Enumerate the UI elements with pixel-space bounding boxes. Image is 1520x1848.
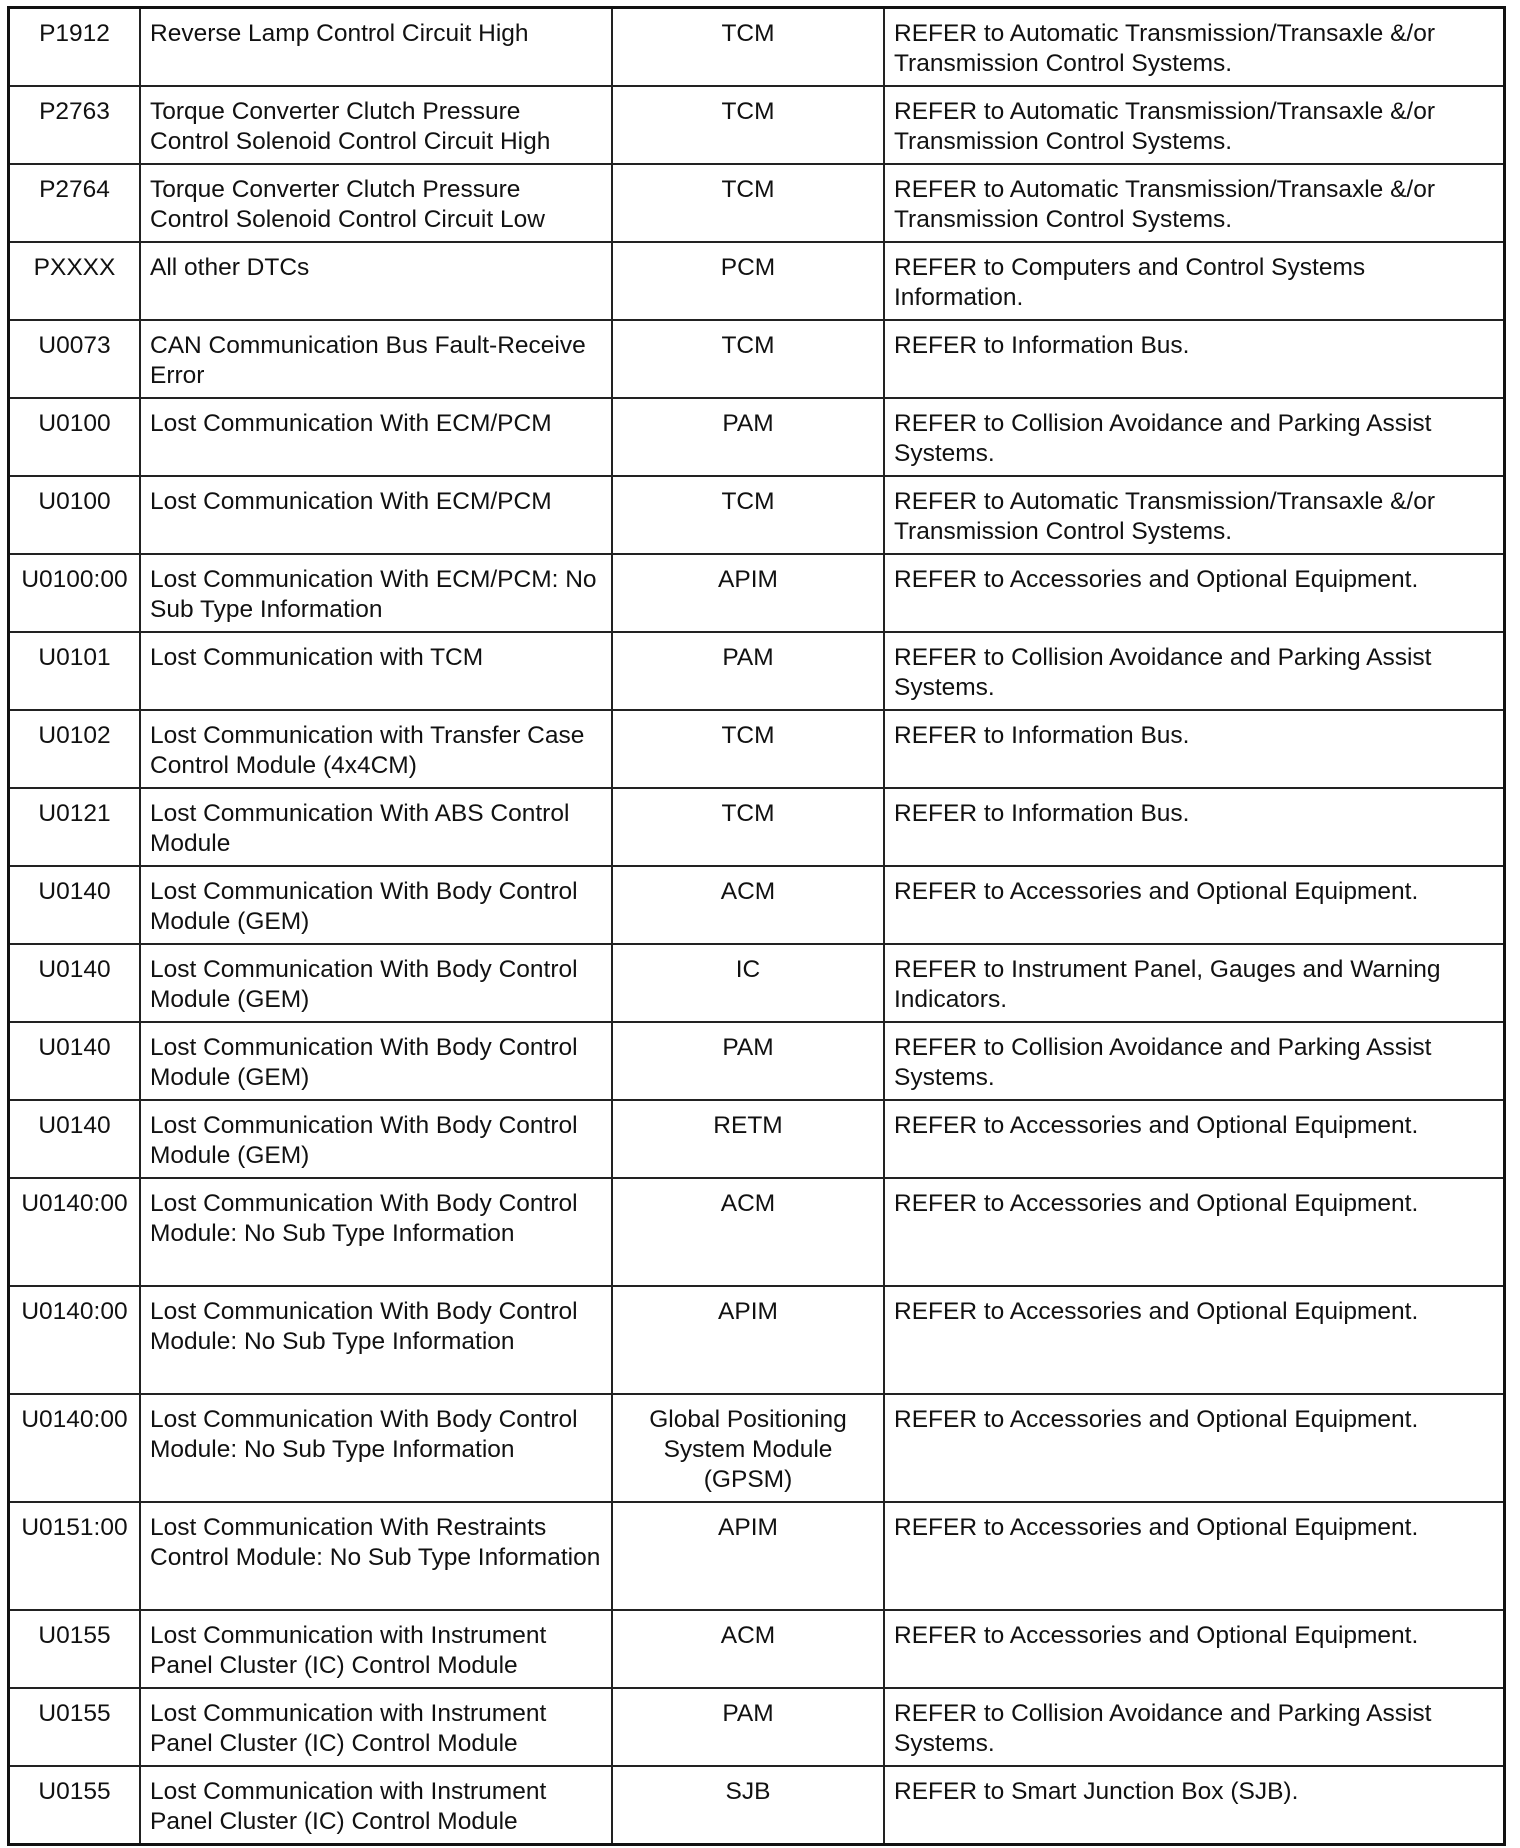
table-row xyxy=(9,1766,1505,1845)
module-cell: SJB xyxy=(612,1766,884,1845)
action-cell: REFER to Collision Avoidance and Parking Assist Systems. xyxy=(884,1022,1505,1100)
module-cell: PAM xyxy=(612,398,884,476)
dtc-description-cell: Reverse Lamp Control Circuit High xyxy=(140,8,612,87)
dtc-code-cell: U0140:00 xyxy=(9,1286,141,1394)
dtc-description-cell: Lost Communication With Body Control Module (GEM) xyxy=(140,1022,612,1100)
table-row xyxy=(9,1100,1505,1178)
module-cell: ACM xyxy=(612,866,884,944)
action-cell: REFER to Accessories and Optional Equipment. xyxy=(884,1178,1505,1286)
dtc-code-cell: U0140 xyxy=(9,866,141,944)
dtc-code-cell: U0151:00 xyxy=(9,1502,141,1610)
action-cell: REFER to Automatic Transmission/Transaxle &/or Transmission Control Systems. xyxy=(884,86,1505,164)
dtc-code-cell: U0140 xyxy=(9,944,141,1022)
module-cell: TCM xyxy=(612,164,884,242)
table-row xyxy=(9,1688,1505,1766)
module-cell: TCM xyxy=(612,476,884,554)
dtc-description-cell: Lost Communication With Body Control Module: No Sub Type Information xyxy=(140,1178,612,1286)
dtc-description-cell: Lost Communication with Transfer Case Control Module (4x4CM) xyxy=(140,710,612,788)
dtc-description-cell: Lost Communication With Body Control Module: No Sub Type Information xyxy=(140,1394,612,1502)
dtc-description-cell: Lost Communication With ABS Control Module xyxy=(140,788,612,866)
dtc-code-cell: U0140:00 xyxy=(9,1178,141,1286)
module-cell: RETM xyxy=(612,1100,884,1178)
dtc-description-cell: Torque Converter Clutch Pressure Control Solenoid Control Circuit High xyxy=(140,86,612,164)
table-row xyxy=(9,1502,1505,1610)
dtc-description-cell: Lost Communication With Body Control Module: No Sub Type Information xyxy=(140,1286,612,1394)
dtc-description-cell: Lost Communication with TCM xyxy=(140,632,612,710)
action-cell: REFER to Computers and Control Systems Information. xyxy=(884,242,1505,320)
module-cell: Global Positioning System Module (GPSM) xyxy=(612,1394,884,1502)
table-row xyxy=(9,944,1505,1022)
dtc-description-cell: Lost Communication With ECM/PCM: No Sub Type Information xyxy=(140,554,612,632)
table-row xyxy=(9,1394,1505,1502)
module-cell: ACM xyxy=(612,1178,884,1286)
action-cell: REFER to Accessories and Optional Equipment. xyxy=(884,554,1505,632)
dtc-code-cell: U0102 xyxy=(9,710,141,788)
table-row xyxy=(9,164,1505,242)
dtc-code-cell: U0140 xyxy=(9,1100,141,1178)
action-cell: REFER to Collision Avoidance and Parking Assist Systems. xyxy=(884,1688,1505,1766)
table-row xyxy=(9,632,1505,710)
dtc-description-cell: CAN Communication Bus Fault-Receive Error xyxy=(140,320,612,398)
dtc-code-cell: U0155 xyxy=(9,1766,141,1845)
dtc-description-cell: Lost Communication With ECM/PCM xyxy=(140,476,612,554)
dtc-code-cell: U0073 xyxy=(9,320,141,398)
module-cell: IC xyxy=(612,944,884,1022)
dtc-description-cell: Lost Communication With Body Control Module (GEM) xyxy=(140,944,612,1022)
action-cell: REFER to Accessories and Optional Equipment. xyxy=(884,1502,1505,1610)
module-cell: PAM xyxy=(612,1688,884,1766)
dtc-code-cell: U0100 xyxy=(9,398,141,476)
module-cell: TCM xyxy=(612,320,884,398)
dtc-code-cell: P2763 xyxy=(9,86,141,164)
module-cell: PCM xyxy=(612,242,884,320)
module-cell: TCM xyxy=(612,86,884,164)
dtc-description-cell: Lost Communication with Instrument Panel Cluster (IC) Control Module xyxy=(140,1610,612,1688)
action-cell: REFER to Accessories and Optional Equipment. xyxy=(884,1394,1505,1502)
dtc-description-cell: Lost Communication with Instrument Panel Cluster (IC) Control Module xyxy=(140,1688,612,1766)
table-row xyxy=(9,788,1505,866)
dtc-description-cell: Lost Communication with Instrument Panel Cluster (IC) Control Module xyxy=(140,1766,612,1845)
dtc-description-cell: Lost Communication With Body Control Module (GEM) xyxy=(140,866,612,944)
table-row xyxy=(9,320,1505,398)
action-cell: REFER to Information Bus. xyxy=(884,320,1505,398)
dtc-description-cell: All other DTCs xyxy=(140,242,612,320)
dtc-reference-table xyxy=(7,6,1506,1846)
action-cell: REFER to Accessories and Optional Equipment. xyxy=(884,1610,1505,1688)
dtc-description-cell: Lost Communication With Restraints Control Module: No Sub Type Information xyxy=(140,1502,612,1610)
module-cell: APIM xyxy=(612,1286,884,1394)
action-cell: REFER to Instrument Panel, Gauges and Warning Indicators. xyxy=(884,944,1505,1022)
table-row xyxy=(9,1286,1505,1394)
dtc-code-cell: U0100 xyxy=(9,476,141,554)
dtc-code-cell: U0155 xyxy=(9,1688,141,1766)
action-cell: REFER to Collision Avoidance and Parking Assist Systems. xyxy=(884,632,1505,710)
action-cell: REFER to Collision Avoidance and Parking Assist Systems. xyxy=(884,398,1505,476)
table-row xyxy=(9,8,1505,87)
module-cell: TCM xyxy=(612,788,884,866)
dtc-table-body xyxy=(9,8,1505,1845)
action-cell: REFER to Accessories and Optional Equipment. xyxy=(884,1100,1505,1178)
action-cell: REFER to Automatic Transmission/Transaxle &/or Transmission Control Systems. xyxy=(884,164,1505,242)
action-cell: REFER to Automatic Transmission/Transaxle &/or Transmission Control Systems. xyxy=(884,8,1505,87)
dtc-code-cell: P1912 xyxy=(9,8,141,87)
dtc-description-cell: Lost Communication With ECM/PCM xyxy=(140,398,612,476)
table-row xyxy=(9,86,1505,164)
action-cell: REFER to Accessories and Optional Equipment. xyxy=(884,1286,1505,1394)
action-cell: REFER to Smart Junction Box (SJB). xyxy=(884,1766,1505,1845)
table-row xyxy=(9,242,1505,320)
dtc-code-cell: U0155 xyxy=(9,1610,141,1688)
table-row xyxy=(9,398,1505,476)
dtc-code-cell: U0140:00 xyxy=(9,1394,141,1502)
module-cell: ACM xyxy=(612,1610,884,1688)
dtc-code-cell: U0101 xyxy=(9,632,141,710)
table-row xyxy=(9,1022,1505,1100)
action-cell: REFER to Information Bus. xyxy=(884,710,1505,788)
dtc-description-cell: Torque Converter Clutch Pressure Control Solenoid Control Circuit Low xyxy=(140,164,612,242)
module-cell: PAM xyxy=(612,1022,884,1100)
table-row xyxy=(9,554,1505,632)
table-row xyxy=(9,1178,1505,1286)
dtc-code-cell: PXXXX xyxy=(9,242,141,320)
table-row xyxy=(9,1610,1505,1688)
action-cell: REFER to Automatic Transmission/Transaxle &/or Transmission Control Systems. xyxy=(884,476,1505,554)
module-cell: TCM xyxy=(612,8,884,87)
module-cell: PAM xyxy=(612,632,884,710)
dtc-code-cell: U0121 xyxy=(9,788,141,866)
module-cell: TCM xyxy=(612,710,884,788)
action-cell: REFER to Information Bus. xyxy=(884,788,1505,866)
module-cell: APIM xyxy=(612,554,884,632)
dtc-description-cell: Lost Communication With Body Control Module (GEM) xyxy=(140,1100,612,1178)
table-row xyxy=(9,476,1505,554)
dtc-code-cell: P2764 xyxy=(9,164,141,242)
dtc-code-cell: U0140 xyxy=(9,1022,141,1100)
dtc-code-cell: U0100:00 xyxy=(9,554,141,632)
action-cell: REFER to Accessories and Optional Equipment. xyxy=(884,866,1505,944)
table-row xyxy=(9,710,1505,788)
table-row xyxy=(9,866,1505,944)
module-cell: APIM xyxy=(612,1502,884,1610)
